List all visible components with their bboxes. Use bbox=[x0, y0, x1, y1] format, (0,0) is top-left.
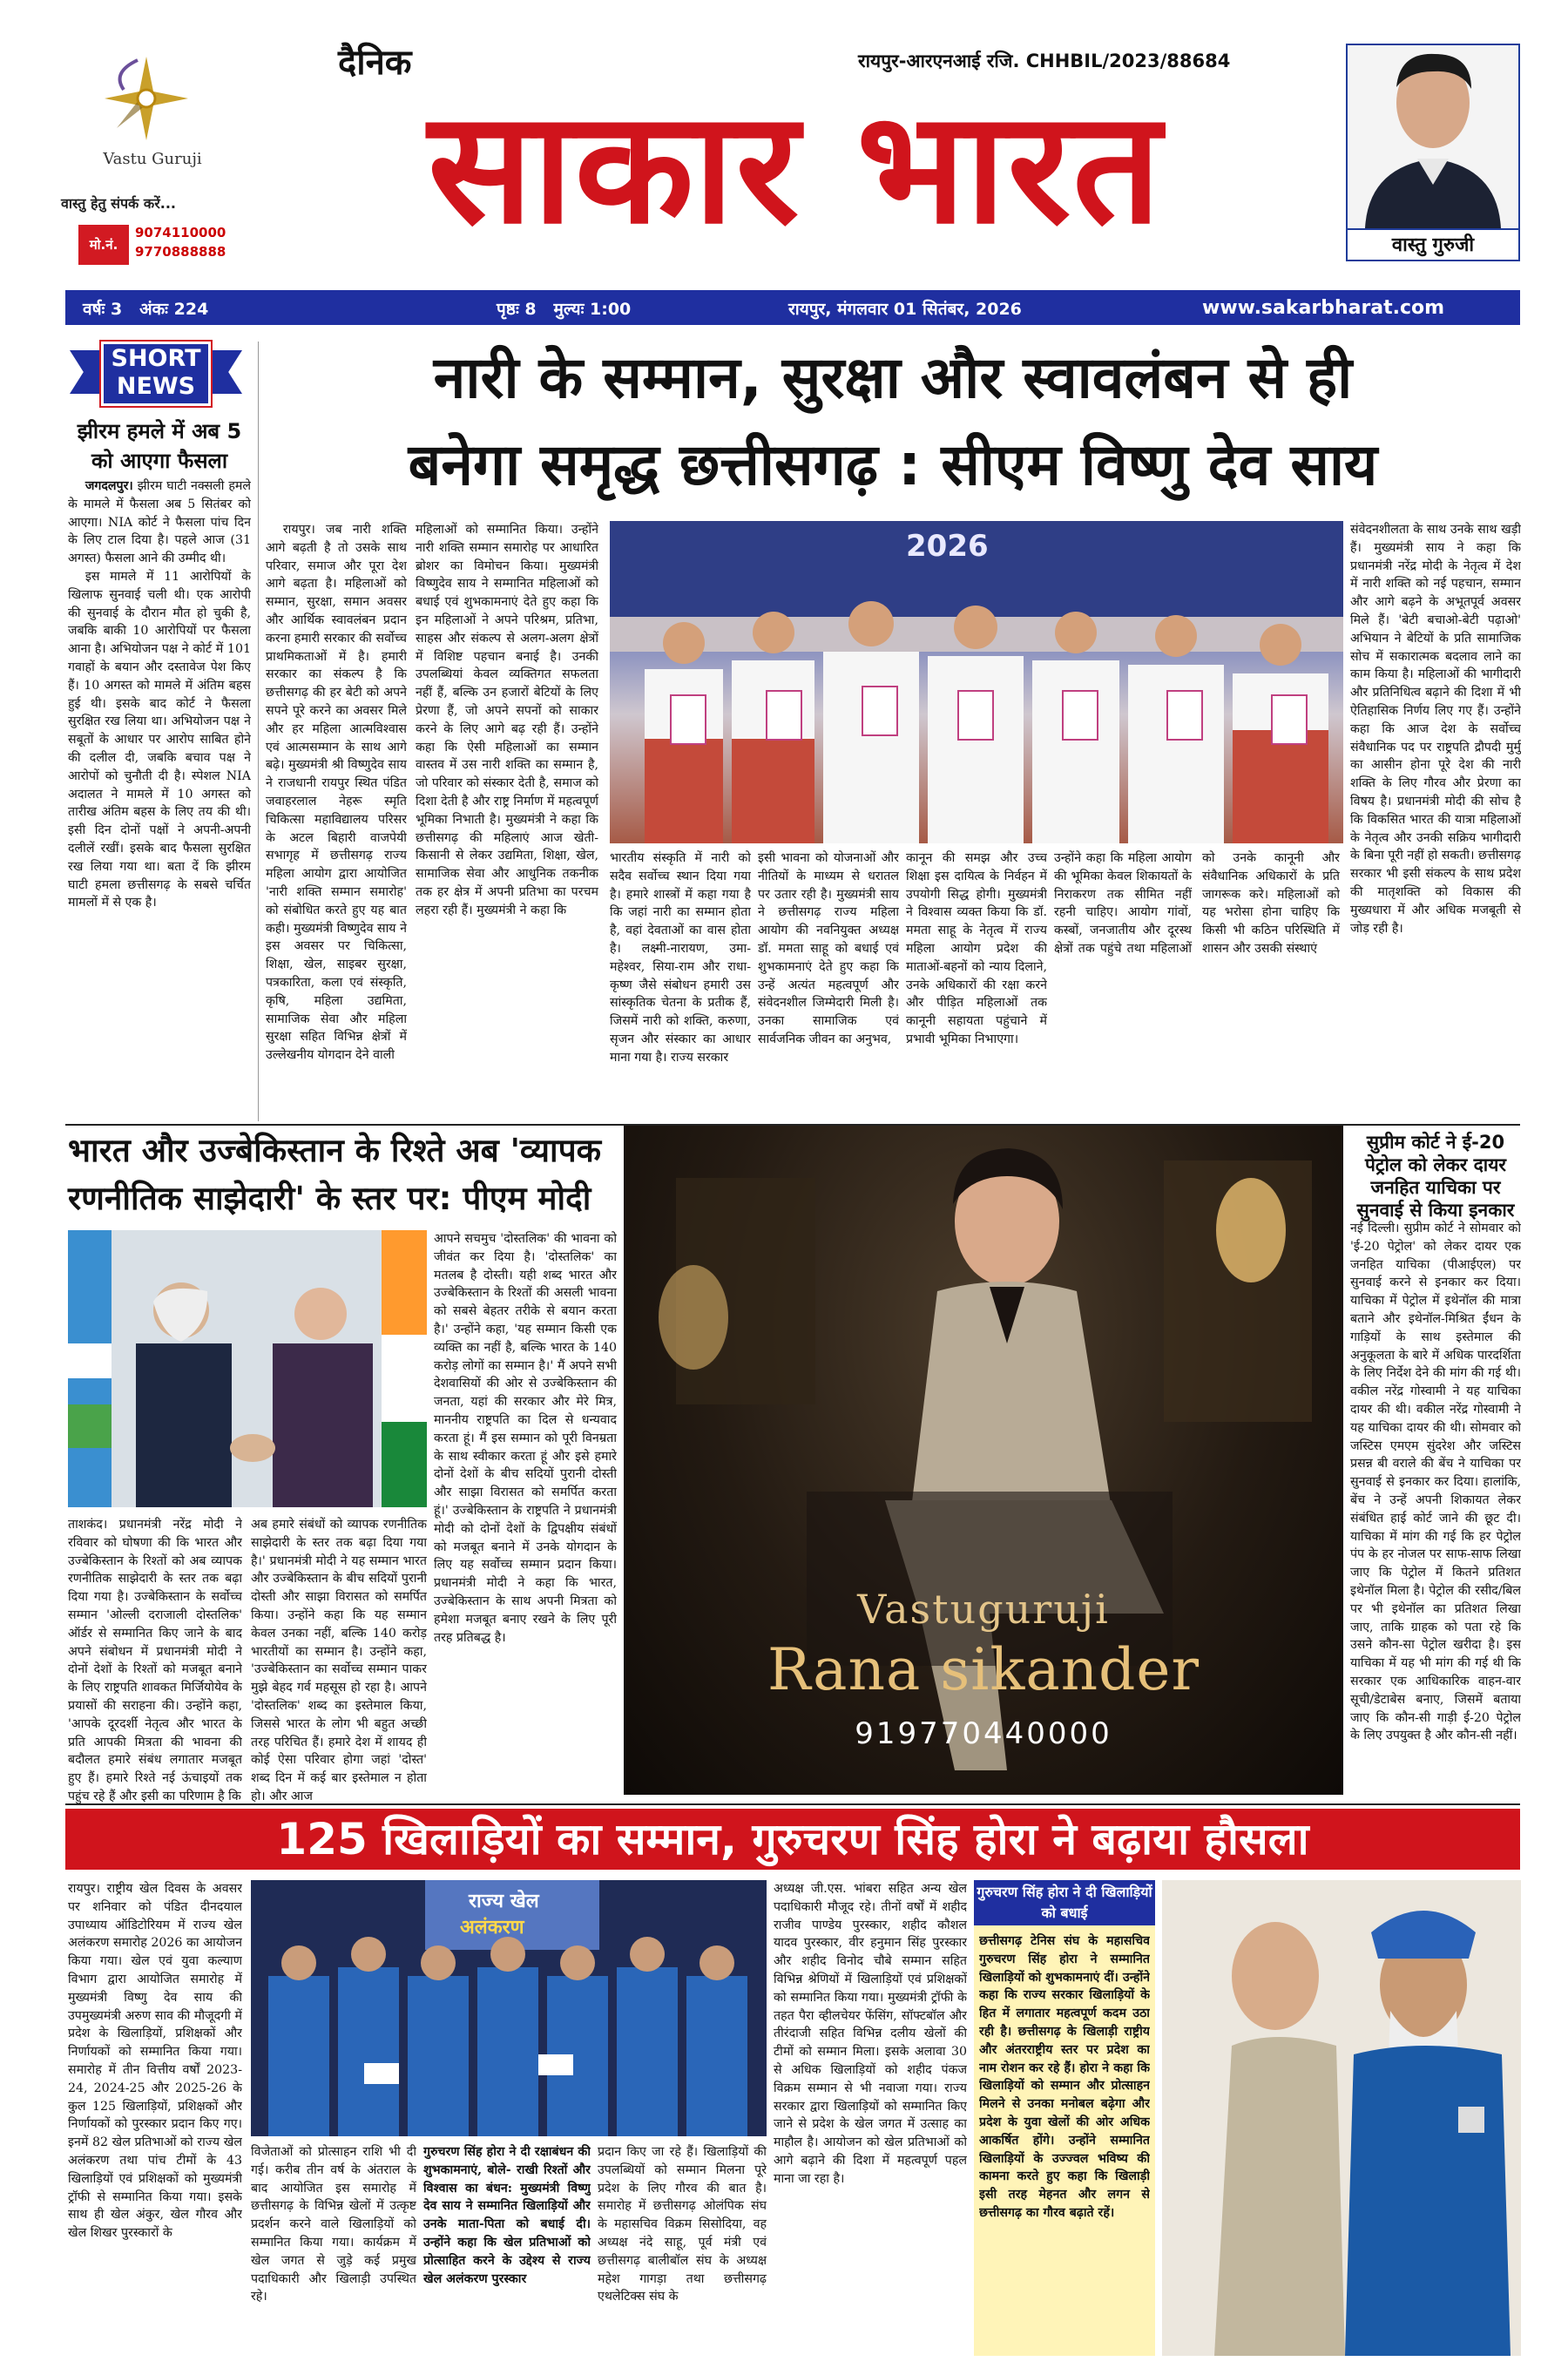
dainik-label: दैनिक bbox=[338, 43, 412, 83]
sports-photo bbox=[251, 1880, 767, 2136]
sports-col-2: विजेताओं को प्रोत्साहन राशि भी दी गई। करीब तीन वर्ष के अंतराल के बाद आयोजित इस समारोह में छत्तीसगढ़ के विभिन्न खेलों में उत्कृष्ट प्रदर्शन करने वाले खिलाड़ियों को सम्मानित किया गया। कार्यक्रम में खेल जगत से जुड़े कई प्रमुख पदाधिकारी और खिलाड़ी उपस्थित रहे। bbox=[251, 2145, 416, 2304]
vastu-advertisement[interactable] bbox=[624, 1126, 1343, 1795]
masthead bbox=[0, 0, 1568, 292]
vastu-guru-portrait bbox=[1346, 44, 1520, 261]
website-link[interactable]: www.sakarbharat.com bbox=[1202, 297, 1445, 319]
ad-line-1: Vastuguruji bbox=[857, 1586, 1110, 1633]
uzbek-col-a: ताशकंद। प्रधानमंत्री नरेंद्र मोदी ने रविवार को घोषणा की कि भारत और उज्बेकिस्तान के रिश्तों को अब व्यापक रणनीतिक साझेदारी के स्तर तक बढ़ा दिया गया है। उज्बेकिस्तान के सर्वोच्च सम्मान 'ओल्ली दराजाली दोस्तलिक' ऑर्डर से सम्मानित किए जाने के बाद अपने संबोधन में प्रधानमंत्री मोदी ने दोनों देशों के रिश्तों को मजबूत बनाने के लिए राष्ट्रपति शावकत मिर्जियोयेव के प्रयासों की सराहना की। उन्होंने कहा, 'आपके दूरदर्शी नेतृत्व और भारत के प्रति आपकी मित्रता की भावना की बदौलत हमारे संबंध लगातार मजबूत हुए हैं। हमारे रिश्ते नई ऊंचाइयों तक पहुंच रहे हैं और इसी का परिणाम है कि bbox=[68, 1518, 242, 1803]
portrait-caption: वास्तु गुरुजी bbox=[1348, 228, 1518, 260]
vastu-tagline: वास्तु हेतु संपर्क करें... bbox=[61, 195, 176, 212]
registration-number: रायपुर-आरएनआई रजि. CHHBIL/2023/88684 bbox=[858, 51, 1231, 71]
vastu-brand-name: Vastu Guruji bbox=[103, 150, 202, 168]
uzbek-side-col: आपने सचमुच 'दोस्तलिक' की भावना को जीवंत कर दिया है। 'दोस्तलिक' का मतलब है दोस्ती। यही शब्द भारत और उज्बेकिस्तान के रिश्तों की असली भावना को सबसे बेहतर तरीके से बयान करता है।' उन्होंने कहा, 'यह सम्मान किसी एक व्यक्ति का नहीं है, बल्कि भारत के 140 करोड़ लोगों का सम्मान है।' मैं अपने सभी देशवासियों की ओर से उज्बेकिस्तान की जनता, यहां की सरकार और मेरे मित्र, माननीय राष्ट्रपति का दिल से धन्यवाद करता हूं। मैं इस सम्मान को पूरी विनम्रता के साथ स्वीकार करता हूं और इसे हमारे दोनों देशों के बीच सदियों पुरानी दोस्ती और साझा विरासत को समर्पित करता हूं।' उज्बेकिस्तान के राष्ट्रपति ने प्रधानमंत्री मोदी को दोनों देशों के द्विपक्षीय संबंधों को मजबूत बनाने में उनके योगदान के लिए यह सर्वोच्च सम्मान प्रदान किया। प्रधानमंत्री मोदी ने कहा कि भारत, उज्बेकिस्तान के साथ अपनी मित्रता को हमेशा मजबूत बनाए रखने के लिए पूरी तरह प्रतिबद्ध है। bbox=[434, 1232, 617, 1645]
lead-col-6: उन्होंने कहा कि महिला आयोग की भूमिका केवल शिकायतों के निराकरण तक सीमित नहीं रहनी चाहिए। आयोग गांवों, कस्बों, जनजातीय और दूरस्थ क्षेत्रों तक पहुंचे तथा महिलाओं को उनके कानूनी और संवैधानिक अधिकारों के प्रति जागरूक करे। महिलाओं को यह भरोसा होना चाहिए कि किसी भी कठिन परिस्थिति में शासन और उसकी संस्थाएं bbox=[1054, 851, 1340, 956]
lead-col-3: भारतीय संस्कृति में नारी को सदैव सर्वोच्च स्थान दिया गया है। हमारे शास्त्रों में कहा गया है कि जहां नारी का सम्मान होता है, वहां देवताओं का वास होता है। लक्ष्मी-नारायण, उमा-महेश्वर, सिया-राम और राधा-कृष्ण जैसे संबोधन हमारी उस सांस्कृतिक चेतना के प्रतीक हैं, जिसमें नारी को शक्ति, करुणा, सृजन और संस्कार का आधार माना गया है। राज्य सरकार bbox=[610, 851, 751, 1065]
short-news-dateline: जगदलपुर। bbox=[84, 479, 133, 493]
box-headline: गुरुचरण सिंह होरा ने दी खिलाड़ियों को बधाई bbox=[974, 1880, 1155, 1925]
vastu-star-icon bbox=[103, 51, 190, 146]
short-news-badge bbox=[70, 342, 242, 406]
short-news-headline: झीरम हमले में अब 5 को आएगा फैसला bbox=[77, 419, 242, 473]
lead-col-7: संवेदनशीलता के साथ उनके साथ खड़ी हैं। मुख्यमंत्री साय ने कहा कि प्रधानमंत्री नरेंद्र मोदी के नेतृत्व में देश में नारी शक्ति को नई पहचान, सम्मान और आगे बढ़ने के अभूतपूर्व अवसर मिले हैं। 'बेटी बचाओ-बेटी पढ़ाओ' अभियान ने बेटियों के प्रति सामाजिक सोच में सकारात्मक बदलाव लाने का काम किया है। महिलाओं की भागीदारी और प्रतिनिधित्व बढ़ाने की दिशा में भी ऐतिहासिक निर्णय लिए गए हैं। उन्होंने कहा कि आज देश के सर्वोच्च संवैधानिक पद पर राष्ट्रपति द्रौपदी मुर्मु का आसीन होना पूरे देश की नारी शक्ति के लिए गौरव और प्रेरणा का विषय है। प्रधानमंत्री मोदी की सोच है कि विकसित भारत की यात्रा महिलाओं के नेतृत्व और उनकी सक्रिय भागीदारी के बिना पूरी नहीं हो सकती। छत्तीसगढ़ सरकार भी इसी संकल्प के साथ प्रदेश की मातृशक्ति को विकास की मुख्यधारा में और अधिक मजबूती से जोड़ रही है। bbox=[1350, 523, 1521, 936]
ad-line-2: Rana sikander bbox=[767, 1636, 1200, 1703]
hora-scene bbox=[1162, 1880, 1521, 2356]
news-label: NEWS bbox=[116, 373, 196, 400]
vastu-logo bbox=[103, 51, 190, 146]
box-body: छत्तीसगढ़ टेनिस संघ के महासचिव गुरुचरण सिंह होरा ने सम्मानित खिलाड़ियों को शुभकामनाएं दीं। उन्होंने कहा कि राज्य सरकार खिलाड़ियों के हित में लगातार महत्वपूर्ण कदम उठा रही है। छत्तीसगढ़ के खिलाड़ी राष्ट्रीय और अंतरराष्ट्रीय स्तर पर प्रदेश का नाम रोशन कर रहे हैं। होरा ने कहा कि खिलाड़ियों को सम्मान और प्रोत्साहन मिलने से उनका मनोबल बढ़ेगा और प्रदेश के युवा खेलों की ओर अधिक आकर्षित होंगे। उन्होंने सम्मानित खिलाड़ियों के उज्ज्वल भविष्य की कामना करते हुए कहा कि खिलाड़ी इसी तरह मेहनत और लगन से छत्तीसगढ़ का गौरव बढ़ाते रहें। bbox=[979, 1934, 1150, 2220]
uzbek-photo bbox=[68, 1230, 427, 1507]
mobile-label: मो.नं. bbox=[78, 225, 129, 265]
sports-col-1: रायपुर। राष्ट्रीय खेल दिवस के अवसर पर शनिवार को पंडित दीनदयाल उपाध्याय ऑडिटोरियम में राज्य खेल अलंकरण समारोह 2026 का आयोजन किया गया। खेल एवं युवा कल्याण विभाग द्वारा आयोजित समारोह में मुख्यमंत्री विष्णु देव साय की उपमुख्यमंत्री अरुण साव की मौजूदगी में प्रदेश के खिलाड़ियों, प्रशिक्षकों और निर्णायकों को सम्मानित किया गया। समारोह में तीन वित्तीय वर्षों 2023-24, 2024-25 और 2025-26 के कुल 125 खिलाड़ियों, प्रशिक्षकों और निर्णायकों को पुरस्कार प्रदान किए गए। इनमें 82 खेल प्रतिभाओं को राज्य खेल अलंकरण तथा पांच टीमों के 43 खिलाड़ियों एवं प्रशिक्षकों को मुख्यमंत्री ट्रॉफी से सम्मानित किया गया। इसके साथ ही खेल अंकुर, खेल गौरव और खेल शिखर पुरस्कारों के bbox=[68, 1882, 242, 2241]
year-issue: वर्षः 3 अंकः 224 bbox=[83, 300, 209, 319]
lead-col-2: महिलाओं को सम्मानित किया। उन्होंने नारी शक्ति सम्मान समारोह पर आधारित ब्रोशर का विमोचन किया। मुख्यमंत्री विष्णुदेव साय ने सम्मानित महिलाओं को बधाई एवं शुभकामनाएं देते हुए कहा कि इन महिलाओं ने अपने परिश्रम, प्रतिभा, साहस और संकल्प से अलग-अलग क्षेत्रों में विशिष्ट पहचान बनाई है। उनकी उपलब्धियां केवल व्यक्तिगत सफलता नहीं हैं, बल्कि उन हजारों बेटियों के लिए प्रेरणा हैं, जो अपने सपनों को साकार करने के लिए आगे बढ़ रही हैं। उन्होंने कहा कि ऐसी महिलाओं का सम्मान वास्तव में उस नारी शक्ति का सम्मान है, जो परिवार को संस्कार देती है, समाज को दिशा देती है और राष्ट्र निर्माण में महत्वपूर्ण भूमिका निभाती है। मुख्यमंत्री ने कहा कि छत्तीसगढ़ की महिलाएं आज खेती-किसानी से लेकर उद्यमिता, शिक्षा, खेल, सामाजिक सेवा और आधुनिक तकनीक तक हर क्षेत्र में अपनी प्रतिभा का परचम लहरा रही हैं। मुख्यमंत्री ने कहा कि bbox=[416, 523, 598, 917]
sports-highlight-box bbox=[974, 1880, 1155, 2356]
short-news-p1: झीरम घाटी नक्सली हमले के मामले में फैसला अब 5 सितंबर को आएगा। NIA कोर्ट ने फैसला पांच दिन के लिए टाल दिया है। पहले आज (31 अगस्त) फैसला आने की उम्मीद थी। bbox=[68, 479, 251, 566]
sports-col-4: प्रदान किए जा रहे हैं। खिलाड़ियों की उपलब्धियों को सम्मान मिलना पूरे प्रदेश के लिए गौरव की बात है। समारोह में छत्तीसगढ़ ओलंपिक संघ के महासचिव विक्रम सिसोदिया, वह अध्यक्ष नंदे साहू, पूर्व मंत्री एवं छत्तीसगढ़ बालीबॉल संघ के अध्यक्ष महेश गागड़ा तथा छत्तीसगढ़ एथलेटिक्स संघ के bbox=[598, 2145, 767, 2304]
mobile-number-2: 9770888888 bbox=[135, 244, 226, 260]
newspaper-title: साकार भारत bbox=[428, 78, 1163, 258]
uzbek-headline-2: रणनीतिक साझेदारी' के स्तर पर: पीएम मोदी bbox=[68, 1180, 591, 1217]
lead-col-4: इसी भावना को योजनाओं और नीतियों के माध्यम से धरातल पर उतार रही है। मुख्यमंत्री साय ने छत्तीसगढ़ राज्य महिला आयोग की नवनियुक्त अध्यक्ष डॉ. ममता साहू को बधाई एवं शुभकामनाएं देते हुए कहा कि उन्हें अत्यंत महत्वपूर्ण और संवेदनशील जिम्मेदारी मिली है। उनका सामाजिक एवं सार्वजनिक जीवन का अनुभव, bbox=[758, 851, 899, 1046]
hora-photo bbox=[1162, 1880, 1521, 2356]
svg-text:2026: 2026 bbox=[906, 529, 989, 564]
ad-phone: 919770440000 bbox=[855, 1716, 1112, 1751]
sports-col-5: अध्यक्ष जी.एस. भांबरा सहित अन्य खेल पदाधिकारी मौजूद रहे। तीनों वर्षों में शहीद राजीव पाण्डेय पुरस्कार, शहीद कौशल यादव पुरस्कार, वीर हनुमान सिंह पुरस्कार और शहीद विनोद चौबे सम्मान सहित विभिन्न श्रेणियों में खिलाड़ियों एवं प्रशिक्षकों को सम्मानित किया गया। मुख्यमंत्री ट्रॉफी के तहत पैरा व्हीलचेयर फेंसिंग, सॉफ्टबॉल और तीरंदाजी सहित विभिन्न दलीय खेलों की टीमों को सम्मान मिला। इसके अलावा 30 से अधिक खिलाड़ियों को शहीद पंकज विक्रम सम्मान से भी नवाजा गया। राज्य सरकार द्वारा खिलाड़ियों को सम्मानित किए जाने से प्रदेश के खेल जगत में उत्साह का माहौल है। आयोजन को खेल प्रतिभाओं को आगे बढ़ाने की दिशा में महत्वपूर्ण पहल माना जा रहा है। bbox=[774, 1882, 967, 2186]
short-label: SHORT bbox=[111, 345, 201, 372]
pages-price: पृष्ठः 8 मुल्यः 1:00 bbox=[497, 300, 632, 319]
photo-banner-2: अलंकरण bbox=[460, 1917, 524, 1939]
mobile-number-1: 9074110000 bbox=[135, 225, 226, 240]
short-news-body bbox=[68, 477, 251, 1120]
info-bar bbox=[65, 290, 1520, 325]
lead-photo bbox=[610, 521, 1343, 843]
short-news-p2: इस मामले में 11 आरोपियों के खिलाफ सुनवाई चली थी। एक आरोपी की सुनवाई के दौरान मौत हो चुकी है, जबकि बाकी 10 आरोपियों पर फैसला आना है। अभियोजन पक्ष ने कोर्ट में 101 गवाहों के बयान और दस्तावेज पेश किए हैं। 10 अगस्त को मामले में अंतिम बहस हुई थी। इसके बाद कोर्ट ने फैसला सुरक्षित रख लिया था। अभियोजन पक्ष ने सबूतों के आधार पर आरोप साबित होने की दलील दी, जबकि बचाव पक्ष ने आरोपों को चुनौती दी है। स्पेशल NIA अदालत ने मामले में 10 अगस्त को तारीख अंतिम बहस के लिए तय की थी। इसी दिन दोनों पक्षों ने अपनी-अपनी दलीलें रखीं। इसके बाद फैसला सुरक्षित रख लिया गया था। बता दें कि झीरम घाटी हमला छत्तीसगढ़ के सबसे चर्चित मामलों में से एक है। bbox=[68, 569, 251, 910]
handshake-scene bbox=[68, 1230, 427, 1507]
sc-headline: सुप्रीम कोर्ट ने ई-20 पेट्रोल को लेकर दायर जनहित याचिका पर सुनवाई से किया इनकार bbox=[1356, 1132, 1515, 1221]
sports-headline: 125 खिलाड़ियों का सम्मान, गुरुचरण सिंह होरा ने बढ़ाया हौसला bbox=[65, 1809, 1520, 1870]
portrait-silhouette-icon bbox=[1348, 45, 1518, 228]
uzbek-col-b: अब हमारे संबंधों को व्यापक रणनीतिक साझेदारी के स्तर तक बढ़ा दिया गया है।' प्रधानमंत्री मोदी ने यह सम्मान भारत और उज्बेकिस्तान के बीच सदियों पुरानी दोस्ती और साझा विरासत को समर्पित किया। उन्होंने कहा कि यह सम्मान केवल उनका नहीं, बल्कि 140 करोड़ भारतीयों का सम्मान है। उन्होंने कहा, 'उज्बेकिस्तान का सर्वोच्च सम्मान पाकर मुझे बेहद गर्व महसूस हो रहा है। आपने 'दोस्तलिक' शब्द का इस्तेमाल किया, जिससे भारत के लोग भी बहुत अच्छी तरह परिचित हैं। हमारे देश में शायद ही कोई ऐसा परिवार होगा जहां 'दोस्त' शब्द दिन में कई बार इस्तेमाल न होता हो। और आज bbox=[251, 1518, 427, 1803]
ceremony-scene bbox=[610, 521, 1343, 843]
photo-banner-1: राज्य खेल bbox=[469, 1891, 539, 1912]
sports-col-3: गुरुचरण सिंह होरा ने दी रक्षाबंधन की शुभकामनाएं, बोले- राखी रिश्तों और विश्वास का बंधन: मुख्यमंत्री विष्णु देव साय ने सम्मानित खिलाड़ियों और उनके माता-पिता को बधाई दी। उन्होंने कहा कि खेल प्रतिभाओं को प्रोत्साहित करने के उद्देश्य से राज्य खेल अलंकरण पुरस्कार bbox=[423, 2145, 591, 2286]
lead-col-1: रायपुर। जब नारी शक्ति आगे बढ़ती है तो उसके साथ परिवार, समाज और पूरा देश आगे बढ़ता है। महिलाओं को सम्मान, सुरक्षा, समान अवसर और आर्थिक स्वावलंबन प्रदान करना हमारी सरकार की सर्वोच्च प्राथमिकताओं में है। हमारी सरकार का संकल्प है कि छत्तीसगढ़ की हर बेटी को अपने सपने पूरे करने का अवसर मिले और हर महिला आत्मविश्वास एवं आत्मसम्मान के साथ आगे बढ़े। मुख्यमंत्री श्री विष्णुदेव साय ने राजधानी रायपुर स्थित पंडित जवाहरलाल नेहरू स्मृति चिकित्सा महाविद्यालय परिसर के अटल बिहारी वाजपेयी सभागृह में छत्तीसगढ़ राज्य महिला आयोग द्वारा आयोजित 'नारी शक्ति सम्मान समारोह' को संबोधित करते हुए यह बात कही। मुख्यमंत्री विष्णुदेव साय ने इस अवसर पर चिकित्सा, शिक्षा, खेल, साइबर सुरक्षा, पत्रकारिता, कला एवं संस्कृति, कृषि, महिला उद्यमिता, सामाजिक सेवा और महिला सुरक्षा सहित विभिन्न क्षेत्रों में उल्लेखनीय योगदान देने वाली bbox=[266, 523, 407, 1063]
lead-headline-2: बनेगा समृद्ध छत्तीसगढ़ : सीएम विष्णु देव साय bbox=[408, 431, 1378, 498]
date-place: रायपुर, मंगलवार 01 सितंबर, 2026 bbox=[788, 300, 1022, 319]
sc-body: नई दिल्ली। सुप्रीम कोर्ट ने सोमवार को 'ई-20 पेट्रोल' को लेकर दायर एक जनहित याचिका (पीआईएल) पर सुनवाई करने से इनकार कर दिया। याचिका में पेट्रोल में इथेनॉल की मात्रा बताने और इथेनॉल-मिश्रित ईंधन के गाड़ियों के साथ इस्तेमाल की अनुकूलता के बारे में अधिक पारदर्शिता के लिए निर्देश देने की मांग की गई थी। वकील नरेंद्र गोस्वामी ने यह याचिका दायर की थी। वकील नरेंद्र गोस्वामी ने यह याचिका दायर की थी। सोमवार को जस्टिस एमएम सुंदरेश और जस्टिस प्रसन्न बी वराले की बेंच ने याचिका पर सुनवाई से इनकार कर दिया। हालांकि, बेंच ने उन्हें अपनी शिकायत लेकर संबंधित हाई कोर्ट जाने की छूट दी। याचिका में मांग की गई कि हर पेट्रोल पंप के हर नोजल पर साफ-साफ लिखा जाए कि पेट्रोल में कितने प्रतिशत इथेनॉल मिला है। पेट्रोल की रसीद/बिल पर भी इथेनॉल का प्रतिशत लिखा जाए, ताकि ग्राहक को पता रहे कि उसने कौन-सा पेट्रोल खरीदा है। इस याचिका में यह भी मांग की गई थी कि सरकार एक आधिकारिक वाहन-वार सूची/डेटाबेस बनाए, जिसमें बताया जाए कि कौन-सी गाड़ी ई-20 पेट्रोल के लिए उपयुक्त है और कौन-सी नहीं। bbox=[1350, 1221, 1521, 1743]
uzbek-headline-1: भारत और उज्बेकिस्तान के रिश्ते अब 'व्यापक bbox=[68, 1132, 602, 1169]
lead-col-5: कानून की समझ और उच्च शिक्षा इस दायित्व के निर्वहन में उपयोगी सिद्ध होगी। मुख्यमंत्री ने विश्वास व्यक्त किया कि डॉ. ममता साहू के नेतृत्व में राज्य महिला आयोग प्रदेश की माताओं-बहनों को न्याय दिलाने, उनके अधिकारों की रक्षा करने और पीड़ित महिलाओं तक कानूनी सहायता पहुंचाने में प्रभावी भूमिका निभाएगा। bbox=[906, 851, 1047, 1046]
lead-headline-1: नारी के सम्मान, सुरक्षा और स्वावलंबन से ही bbox=[433, 344, 1353, 411]
